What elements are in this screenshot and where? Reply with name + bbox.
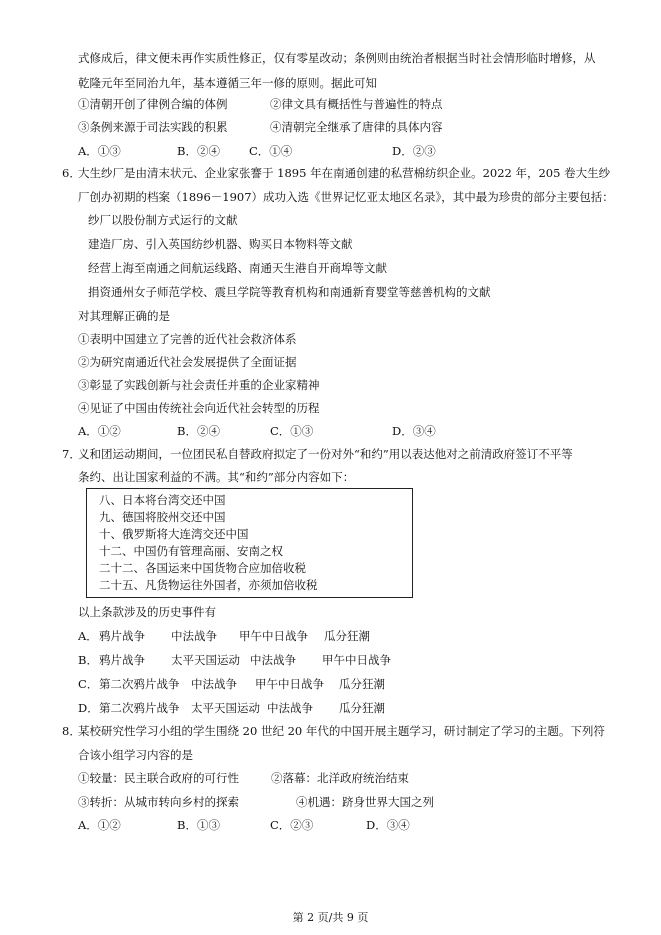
q6-archive-3: 经营上海至南通之间航运线路、南通天生港自开商埠等文献 — [88, 261, 387, 275]
treaty-clause-22: 二十二、各国运来中国货物合应加倍收税 — [99, 561, 306, 575]
q8-statement-2: ②落幕：北洋政府统治结束 — [271, 771, 409, 785]
q5-option-b: B．②④ — [177, 144, 220, 158]
q8-option-a: A．①② — [78, 818, 121, 832]
q6-archive-2: 建造厂房、引入英国纺纱机器、购买日本物料等文献 — [88, 237, 353, 251]
q7-option-item: 中法战争 — [267, 701, 313, 715]
q6-statement-2: ②为研究南通近代社会发展提供了全面证据 — [78, 355, 297, 369]
q6-text-line-1: 大生纱厂是由清末状元、企业家张謇于 1895 年在南通创建的私营棉纺织企业。2022 年，205 卷大生纱 — [78, 166, 611, 180]
q8-option-d: D．③④ — [366, 818, 410, 832]
q7-number: 7． — [62, 447, 81, 461]
treaty-clause-12: 十二、中国仍有管理高丽、安南之权 — [99, 544, 283, 558]
q5-statement-2: ②律文具有概括性与普遍性的特点 — [270, 97, 443, 111]
q5-option-a: A．①③ — [78, 144, 121, 158]
treaty-clause-25: 二十五、凡货物运往外国者，亦须加倍收税 — [99, 578, 318, 592]
q7-option-item: 鸦片战争 — [99, 629, 145, 643]
q7-text-line-1: 义和团运动期间，一位团民私自替政府拟定了一份对外“和约”用以表达他对之前清政府签订不平等 — [78, 447, 573, 461]
q6-statement-4: ④见证了中国由传统社会向近代社会转型的历程 — [78, 401, 320, 415]
q6-archive-4: 捐资通州女子师范学校、震旦学院等教育机构和南通新育婴堂等慈善机构的文献 — [88, 285, 491, 299]
q6-option-b: B．②④ — [177, 424, 220, 438]
q7-option-item: 中法战争 — [191, 677, 237, 691]
q7-option-item: 瓜分狂潮 — [339, 701, 385, 715]
treaty-clause-10: 十、俄罗斯将大连湾交还中国 — [99, 527, 249, 541]
q7-option-item: 第二次鸦片战争 — [99, 701, 180, 715]
q7-option-item: 太平天国运动 — [171, 653, 240, 667]
treaty-clause-8: 八、日本将台湾交还中国 — [99, 493, 226, 507]
treaty-clause-9: 九、德国将胶州交还中国 — [99, 510, 226, 524]
q7-option-item: 甲午中日战争 — [255, 677, 324, 691]
q7-option-item: 甲午中日战争 — [239, 629, 308, 643]
treaty-excerpt-box — [86, 488, 413, 598]
q7-option-item: 太平天国运动 — [191, 701, 260, 715]
q7-option-letter: C． — [78, 677, 99, 691]
q5-option-d: D．②③ — [392, 144, 436, 158]
q6-statement-1: ①表明中国建立了完善的近代社会救济体系 — [78, 332, 297, 346]
q6-option-d: D．③④ — [392, 424, 436, 438]
q8-option-b: B．①③ — [177, 818, 220, 832]
q7-option-item: 中法战争 — [171, 629, 217, 643]
page-number-footer: 第 2 页/共 9 页 — [292, 911, 369, 924]
q5-statement-4: ④清朝完全继承了唐律的具体内容 — [270, 120, 443, 134]
q7-option-item: 瓜分狂潮 — [339, 677, 385, 691]
q6-archive-1: 纱厂以股份制方式运行的文献 — [88, 213, 238, 227]
q7-prompt: 以上条款涉及的历史事件有 — [78, 605, 216, 619]
q6-option-a: A．①② — [78, 424, 121, 438]
q7-text-line-2: 条约、出让国家利益的不满。其“和约”部分内容如下： — [78, 470, 355, 484]
q6-statement-3: ③彰显了实践创新与社会责任并重的企业家精神 — [78, 378, 320, 392]
q7-option-letter: D． — [78, 701, 99, 715]
q5-statement-3: ③条例来源于司法实践的积累 — [78, 120, 228, 134]
q8-text-line-2: 合该小组学习内容的是 — [78, 748, 193, 762]
q5-option-c: C．①④ — [249, 144, 293, 158]
q8-option-c: C．②③ — [270, 818, 314, 832]
q6-prompt: 对其理解正确的是 — [78, 309, 170, 323]
q8-statement-4: ④机遇：跻身世界大国之列 — [296, 795, 434, 809]
q8-number: 8． — [62, 724, 81, 738]
q5-text-line-2: 乾隆元年至同治九年，基本遵循三年一修的原则。据此可知 — [78, 76, 377, 90]
q7-option-letter: A． — [78, 629, 98, 643]
q6-option-c: C．①③ — [270, 424, 314, 438]
q5-text-line-1: 式修成后，律文便未再作实质性修正，仅有零星改动；条例则由统治者根据当时社会情形临时增修，从 — [78, 51, 596, 65]
q8-text-line-1: 某校研究性学习小组的学生围绕 20 世纪 20 年代的中国开展主题学习，研讨制定了学习的主题。下列符 — [78, 724, 605, 738]
q7-option-letter: B． — [78, 653, 98, 667]
q7-option-item: 第二次鸦片战争 — [99, 677, 180, 691]
q7-option-item: 瓜分狂潮 — [324, 629, 370, 643]
q8-statement-1: ①较量：民主联合政府的可行性 — [78, 771, 239, 785]
q5-statement-1: ①清朝开创了律例合编的体例 — [78, 97, 228, 111]
q6-text-line-2: 厂创办初期的档案（1896－1907）成功入选《世界记忆亚太地区名录》，其中最为珍贵的部分主要包括： — [78, 190, 614, 204]
q7-option-item: 甲午中日战争 — [322, 653, 391, 667]
q6-number: 6． — [62, 166, 81, 180]
q7-option-item: 中法战争 — [250, 653, 296, 667]
q7-option-item: 鸦片战争 — [99, 653, 145, 667]
q8-statement-3: ③转折：从城市转向乡村的探索 — [78, 795, 239, 809]
